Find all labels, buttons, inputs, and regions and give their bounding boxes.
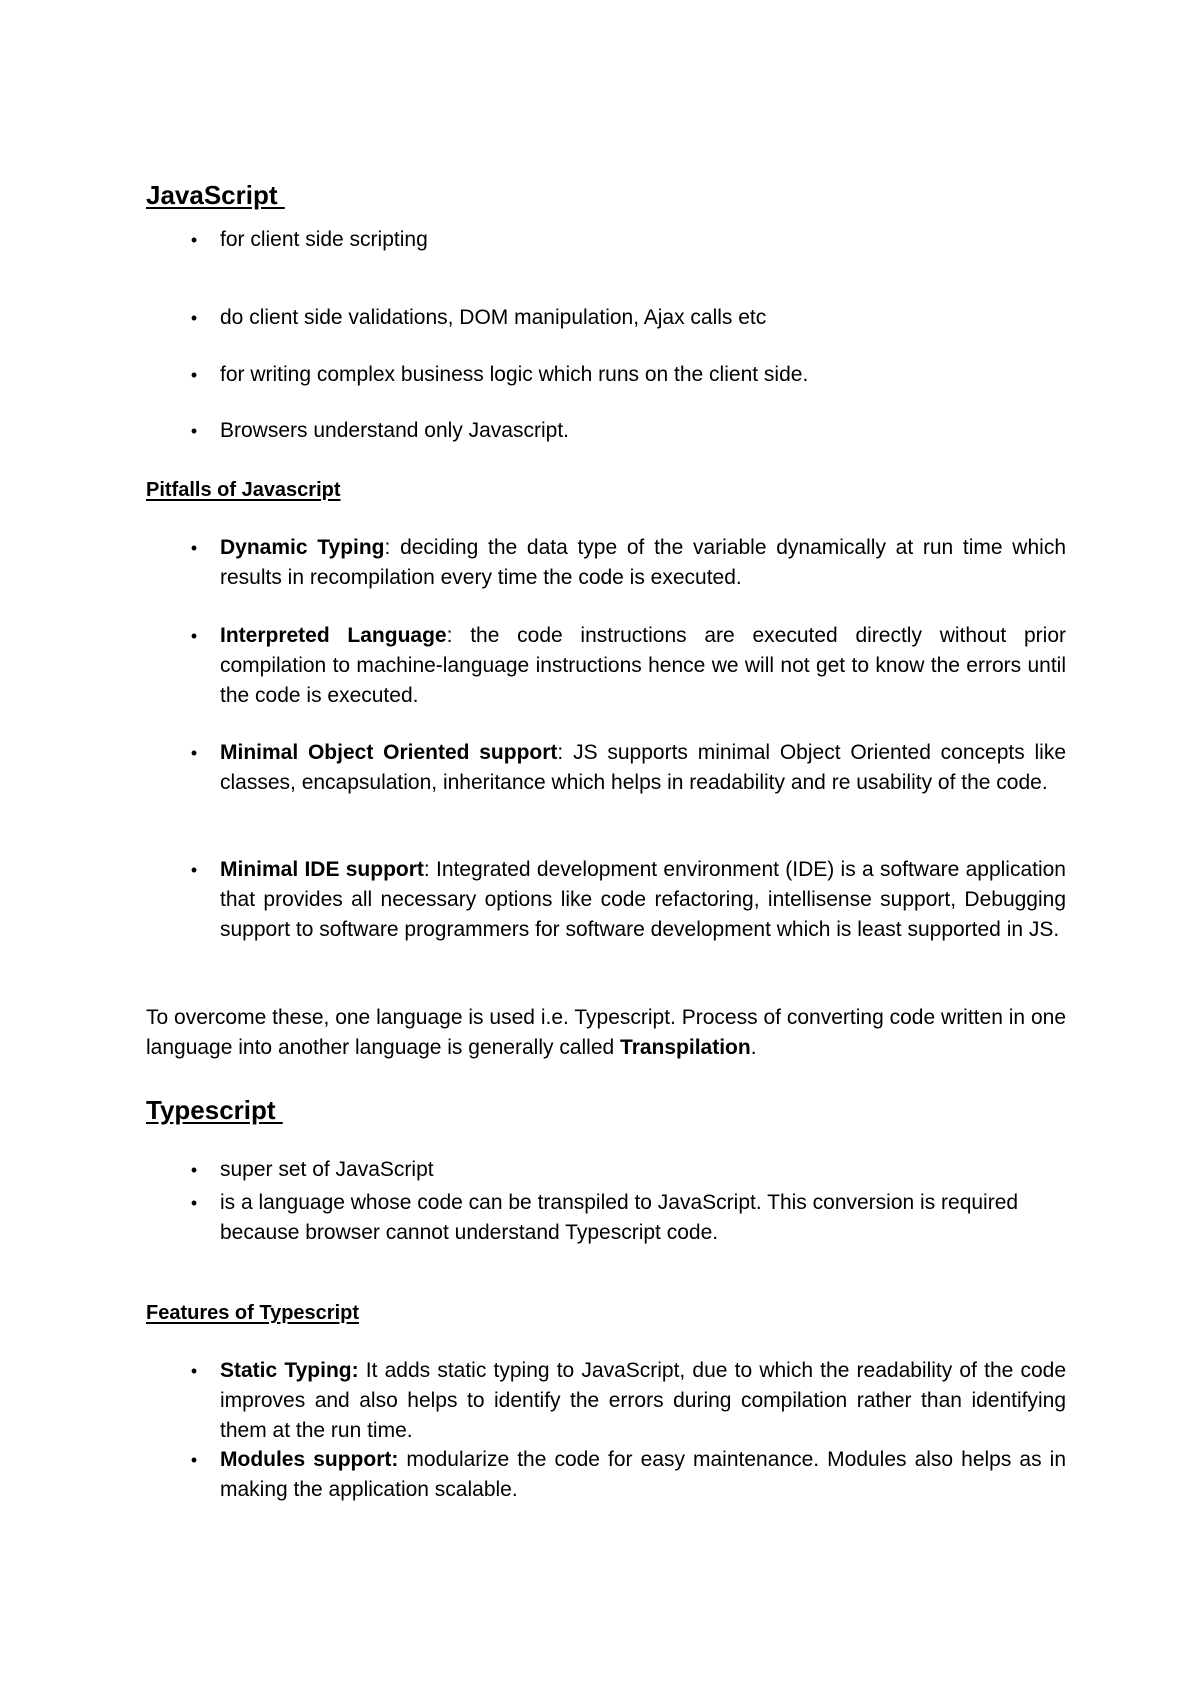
bullet-icon: • — [190, 626, 198, 646]
bullet-icon: • — [190, 743, 198, 763]
pitfall-text — [220, 738, 1066, 798]
bullet-icon: • — [190, 860, 198, 880]
feature-text — [220, 1356, 1066, 1446]
overcome-end: . — [750, 1036, 757, 1059]
pitfall-separator: : — [557, 741, 574, 764]
typescript-heading: Typescript — [146, 1095, 283, 1125]
overcome-paragraph — [146, 1003, 1066, 1063]
pitfall-description: deciding the data type of the variable dynamically at run time which results in recompilation every time the code is executed. — [220, 536, 1066, 589]
bullet-icon: • — [190, 538, 198, 558]
pitfall-description: JS supports minimal Object Oriented concepts like classes, encapsulation, inheritance which helps in readability and re usability of the code. — [220, 741, 1067, 794]
bullet-text: is a language whose code can be transpiled to JavaScript. This conversion is required because browser cannot understand Typescript code. — [220, 1191, 1019, 1244]
javascript-heading: JavaScript — [146, 180, 285, 210]
overcome-text: To overcome these, one language is used i.e. Typescript. Process of converting code written in one language into another language is generally called — [146, 1006, 1066, 1059]
pitfall-separator: : — [423, 858, 437, 881]
pitfall-term: Minimal IDE support — [220, 858, 424, 881]
bullet-text: for writing complex business logic which runs on the client side. — [220, 363, 809, 386]
features-heading: Features of Typescript — [146, 1302, 360, 1324]
bullet-text: Browsers understand only Javascript. — [220, 419, 569, 442]
bullet-text: do client side validations, DOM manipulation, Ajax calls etc — [220, 306, 767, 329]
bullet-text: super set of JavaScript — [220, 1158, 434, 1181]
bullet-icon: • — [190, 1450, 198, 1470]
feature-description: modularize the code for easy maintenance. Modules also helps as in making the application scalable. — [220, 1448, 1066, 1501]
feature-term: Static Typing: — [220, 1359, 359, 1382]
bullet-icon: • — [190, 308, 198, 328]
pitfall-term: Interpreted Language — [220, 624, 447, 647]
feature-text — [220, 1445, 1066, 1505]
bullet-icon: • — [190, 421, 198, 441]
feature-term: Modules support: — [220, 1448, 399, 1471]
bullet-icon: • — [190, 365, 198, 385]
bullet-icon: • — [190, 1160, 198, 1180]
bullet-icon: • — [190, 1193, 198, 1213]
transpilation-term: Transpilation — [620, 1036, 751, 1059]
bullet-icon: • — [190, 1361, 198, 1381]
pitfalls-heading: Pitfalls of Javascript — [146, 479, 341, 501]
bullet-text: for client side scripting — [220, 228, 428, 251]
pitfall-separator: : — [384, 536, 401, 559]
pitfall-text — [220, 855, 1066, 945]
feature-description: It adds static typing to JavaScript, due to which the readability of the code improves and also helps to identify the errors during compilation rather than identifying them at the run time. — [220, 1359, 1067, 1442]
pitfall-text — [220, 621, 1066, 711]
bullet-icon: • — [190, 230, 198, 250]
pitfall-description: the code instructions are executed directly without prior compilation to machine-language instructions hence we will not get to know the errors until the code is executed. — [220, 624, 1066, 707]
pitfall-text — [220, 533, 1066, 593]
pitfall-description: Integrated development environment (IDE) is a software application that provides all necessary options like code refactoring, intellisense support, Debugging support to software programmers for software development which is least supported in JS. — [220, 858, 1066, 941]
pitfall-term: Dynamic Typing — [220, 536, 385, 559]
pitfall-separator: : — [446, 624, 471, 647]
pitfall-term: Minimal Object Oriented support — [220, 741, 558, 764]
